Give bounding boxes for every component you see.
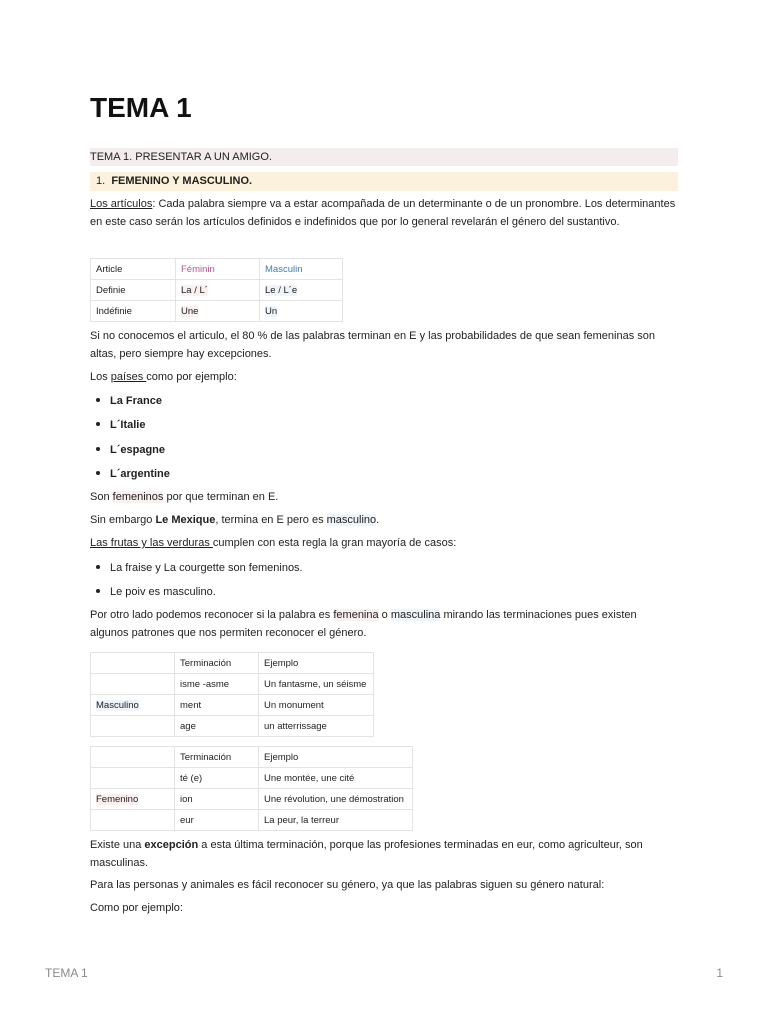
- text: Son: [90, 491, 113, 503]
- text: o: [378, 609, 391, 621]
- table-row: [91, 747, 413, 768]
- table-cell: [260, 301, 343, 322]
- table-cell: [91, 716, 175, 737]
- table-cell: Masculin: [260, 259, 343, 280]
- country-name: La France: [110, 395, 162, 407]
- section-heading: [90, 172, 678, 191]
- section-number: 1.: [96, 175, 106, 187]
- feminine-endings-table: [90, 746, 413, 831]
- table-row: [91, 653, 374, 674]
- table-cell: Definie: [91, 280, 176, 301]
- bullet-icon: [96, 589, 100, 593]
- list-item-text: La fraise y La courgette son femeninos.: [110, 562, 303, 574]
- paragraph-excepcion: [90, 837, 678, 872]
- bullet-icon: [96, 565, 100, 569]
- list-item: [96, 418, 145, 432]
- text: cumplen con esta regla la gran mayoría de casos:: [212, 537, 457, 549]
- feminine-article: La / L´: [181, 284, 208, 296]
- masculine-article: Le / L´e: [265, 284, 298, 296]
- text: Por otro lado podemos reconocer si la palabra es: [90, 609, 334, 621]
- subtitle-band: TEMA 1. PRESENTAR A UN AMIGO.: [90, 148, 678, 166]
- articles-table: [90, 258, 343, 322]
- highlight-masculino: masculino: [326, 514, 377, 526]
- page-number: 1: [716, 966, 723, 980]
- table-cell: [91, 653, 175, 674]
- table-cell: Un monument: [259, 695, 374, 716]
- highlight-masculina: masculina: [390, 609, 441, 621]
- text: a esta última terminación, porque las profesiones terminadas en eur, como agriculteur, son masculinas.: [90, 839, 643, 869]
- table-cell: ion: [175, 789, 259, 810]
- bullet-icon: [96, 447, 100, 451]
- table-cell: Indéfinie: [91, 301, 176, 322]
- table-cell: Terminación: [175, 653, 259, 674]
- table-cell: isme -asme: [175, 674, 259, 695]
- footer-title: TEMA 1: [45, 966, 88, 980]
- link-paises[interactable]: países: [110, 371, 147, 383]
- table-row: [91, 789, 413, 810]
- bold-excepcion: excepción: [144, 839, 199, 851]
- table-cell: [176, 280, 260, 301]
- table-cell: un atterrissage: [259, 716, 374, 737]
- table-cell: [91, 674, 175, 695]
- paragraph-articulos: [90, 196, 678, 231]
- table-row: [91, 674, 374, 695]
- table-cell: Article: [91, 259, 176, 280]
- bullet-icon: [96, 422, 100, 426]
- link-articulos[interactable]: Los artículos: [90, 198, 153, 210]
- table-cell: [176, 301, 260, 322]
- text: .: [376, 514, 380, 526]
- link-frutas[interactable]: Las frutas y las verduras: [90, 537, 213, 549]
- table-cell: Une révolution, une démostration: [259, 789, 413, 810]
- table-cell: [91, 695, 175, 716]
- table-cell: té (e): [175, 768, 259, 789]
- table-row: [91, 768, 413, 789]
- table-cell: age: [175, 716, 259, 737]
- paragraph-frutas: [90, 535, 678, 553]
- table-row: [91, 695, 374, 716]
- feminine-article: Une: [181, 305, 199, 317]
- bold-mexique: Le Mexique: [155, 514, 216, 526]
- table-cell: Un fantasme, un séisme: [259, 674, 374, 695]
- table-cell: eur: [175, 810, 259, 831]
- table-cell: La peur, la terreur: [259, 810, 413, 831]
- country-name: L´Italie: [110, 419, 146, 431]
- bullet-icon: [96, 398, 100, 402]
- paragraph-paises: [90, 369, 678, 387]
- list-item: [96, 561, 303, 575]
- table-row: [91, 716, 374, 737]
- paragraph-terminaciones: [90, 607, 678, 642]
- text: Los: [90, 371, 111, 383]
- table-cell: [91, 768, 175, 789]
- table-cell: [91, 789, 175, 810]
- table-cell: Ejemplo: [259, 653, 374, 674]
- text: , termina en E pero es: [215, 514, 327, 526]
- text: por que terminan en E.: [163, 491, 279, 503]
- list-item: [96, 585, 216, 599]
- paragraph-femeninos: [90, 489, 678, 507]
- highlight-femeninos: femeninos: [112, 491, 164, 503]
- table-row: [91, 259, 343, 280]
- table-cell: [91, 810, 175, 831]
- paragraph-mexique: [90, 512, 678, 530]
- text: Sin embargo: [90, 514, 156, 526]
- country-name: L´espagne: [110, 444, 166, 456]
- table-cell: [91, 747, 175, 768]
- gender-label: Femenino: [96, 793, 139, 805]
- table-cell: Ejemplo: [259, 747, 413, 768]
- table-cell: Féminin: [176, 259, 260, 280]
- paragraph-articulos-text: : Cada palabra siempre va a estar acompañada de un determinante o de un pronombre. Los determinantes en este caso serán los artículos definidos e indefinidos que por lo general revelarán el género del sustantivo.: [90, 198, 676, 228]
- text: como por ejemplo:: [146, 371, 237, 383]
- text: Existe una: [90, 839, 145, 851]
- list-item: [96, 394, 162, 408]
- table-cell: Une montée, une cité: [259, 768, 413, 789]
- bullet-icon: [96, 471, 100, 475]
- masculine-article: Un: [265, 305, 278, 317]
- paragraph-personas: Para las personas y animales es fácil reconocer su género, ya que las palabras siguen su género natural:: [90, 879, 605, 891]
- table-cell: Terminación: [175, 747, 259, 768]
- text: mirando las terminaciones pues existen algunos patrones que nos permiten reconocer el género.: [90, 609, 637, 639]
- table-row: [91, 301, 343, 322]
- list-item: [96, 443, 165, 457]
- highlight-femenina: femenina: [333, 609, 379, 621]
- table-cell: ment: [175, 695, 259, 716]
- gender-label: Masculino: [96, 699, 139, 711]
- list-item-text: Le poiv es masculino.: [110, 586, 216, 598]
- section-label: FEMENINO Y MASCULINO.: [111, 175, 253, 187]
- table-row: [91, 810, 413, 831]
- masculine-endings-table: [90, 652, 374, 737]
- table-row: [91, 280, 343, 301]
- list-item: [96, 467, 170, 481]
- country-name: L´argentine: [110, 468, 170, 480]
- table-cell: [260, 280, 343, 301]
- paragraph-ochenta: Si no conocemos el articulo, el 80 % de las palabras terminan en E y las probabilidades de que sean femeninas son altas, pero siempre hay excepciones.: [90, 330, 656, 360]
- page-title: TEMA 1: [90, 92, 192, 123]
- paragraph-ejemplo: Como por ejemplo:: [90, 902, 183, 914]
